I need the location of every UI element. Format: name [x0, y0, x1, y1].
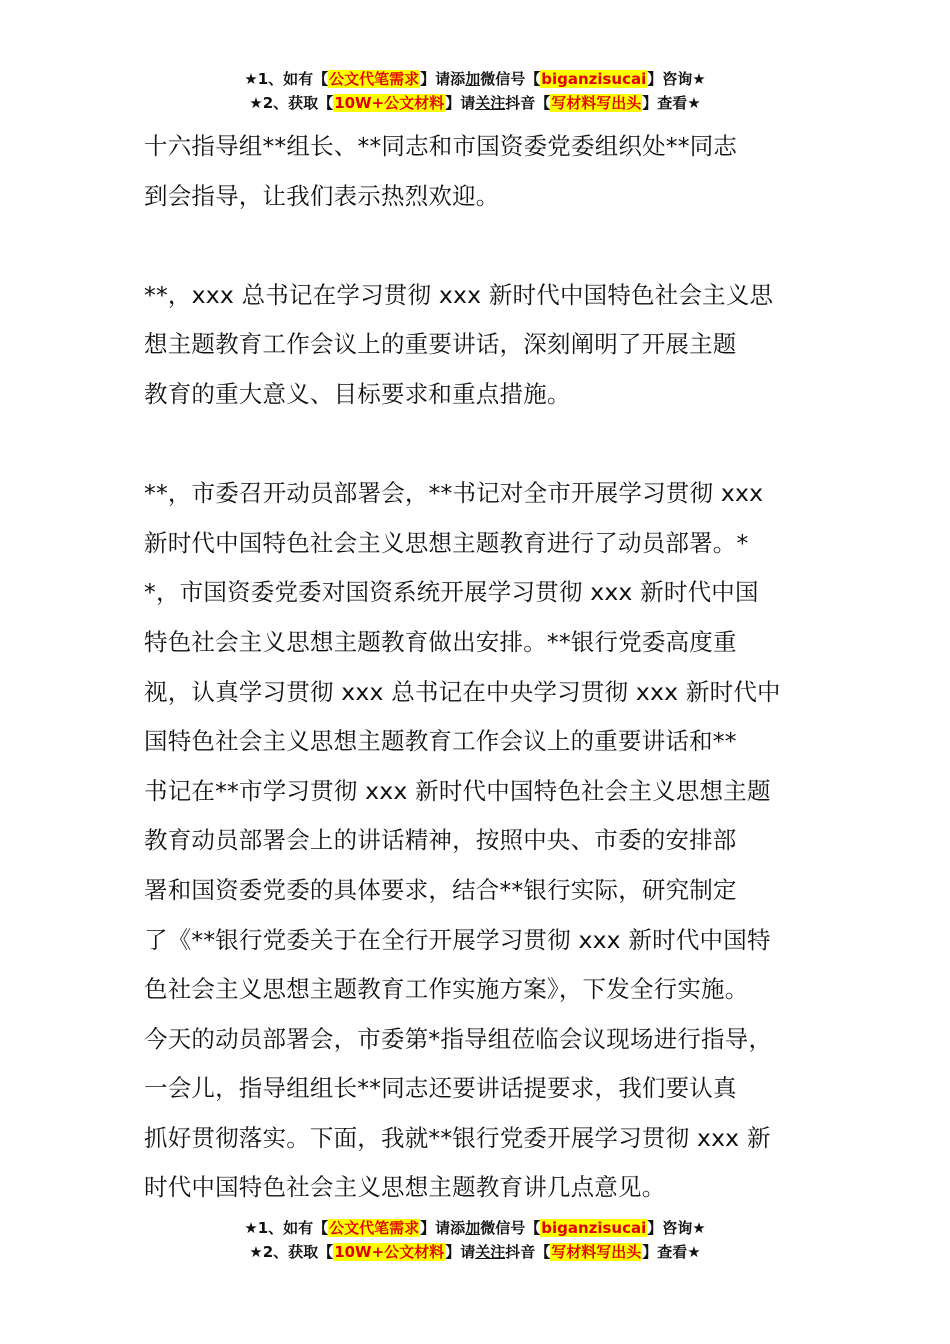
text-line: 想主题教育工作会议上的重要讲话，深刻阐明了开展主题 — [144, 330, 737, 359]
text-line: 一会儿，指导组组长**同志还要讲话提要求，我们要认真 — [144, 1074, 737, 1103]
highlight-text: 公文代笔需求 — [329, 1219, 420, 1237]
text-line: **，xxx 总书记在学习贯彻 xxx 新时代中国特色社会主义思 — [144, 280, 774, 309]
banner-line-1 — [0, 1216, 950, 1240]
text-line: 了《**银行党委关于在全行开展学习贯彻 xxx 新时代中国特 — [144, 925, 771, 954]
banner-text: 微信号【 — [480, 70, 541, 88]
highlight-text: biganzisucai — [541, 1219, 647, 1237]
banner-text: 抖音【 — [505, 94, 551, 112]
banner-text: 】咨询★ — [647, 1219, 706, 1237]
text-line: 书记在**市学习贯彻 xxx 新时代中国特色社会主义思想主题 — [144, 776, 771, 805]
banner-text: 】咨询★ — [647, 70, 706, 88]
paragraph-gap — [144, 221, 812, 271]
highlight-text: 公文代笔需求 — [329, 70, 420, 88]
highlight-text: biganzisucai — [541, 70, 647, 88]
text-line: 到会指导，让我们表示热烈欢迎。 — [144, 181, 500, 210]
text-line: 色社会主义思想主题教育工作实施方案》，下发全行实施。 — [144, 975, 749, 1004]
paragraph-2 — [144, 271, 812, 420]
paragraph-3 — [144, 469, 812, 1213]
highlight-text: 写材料写出头 — [551, 94, 642, 112]
underlined-text: 关注 — [475, 94, 506, 112]
text-line: *，市国资委党委对国资系统开展学习贯彻 xxx 新时代中国 — [144, 578, 759, 607]
paragraph-gap — [144, 420, 812, 470]
banner-text: 】查看★ — [642, 1243, 701, 1261]
document-body — [144, 122, 812, 1213]
banner-text: 】查看★ — [642, 94, 701, 112]
highlight-text: 10W+公文材料 — [334, 94, 445, 112]
footer-banner — [0, 1216, 950, 1264]
highlight-text: 写材料写出头 — [551, 1243, 642, 1261]
banner-text: 】请添 — [420, 1219, 466, 1237]
banner-text: 】请添 — [420, 70, 466, 88]
highlight-text: 10W+公文材料 — [334, 1243, 445, 1261]
banner-text: ★2、获取【 — [249, 94, 334, 112]
banner-text: 】请 — [445, 94, 476, 112]
text-line: 时代中国特色社会主义思想主题教育讲几点意见。 — [144, 1173, 666, 1202]
banner-line-1 — [0, 67, 950, 91]
underlined-text: 加 — [465, 70, 481, 88]
text-line: **，市委召开动员部署会，**书记对全市开展学习贯彻 xxx — [144, 479, 764, 508]
text-line: 视，认真学习贯彻 xxx 总书记在中央学习贯彻 xxx 新时代中 — [144, 677, 781, 706]
text-line: 十六指导组**组长、**同志和市国资委党委组织处**同志 — [144, 132, 738, 160]
text-line: 新时代中国特色社会主义思想主题教育进行了动员部署。* — [144, 528, 749, 557]
text-line: 教育动员部署会上的讲话精神，按照中央、市委的安排部 — [144, 826, 737, 855]
underlined-text: 加 — [465, 1219, 481, 1237]
banner-line-2 — [0, 1240, 950, 1264]
banner-text: 微信号【 — [480, 1219, 541, 1237]
banner-text: 抖音【 — [505, 1243, 551, 1261]
paragraph-1 — [144, 122, 812, 221]
banner-line-2 — [0, 91, 950, 115]
text-line: 教育的重大意义、目标要求和重点措施。 — [144, 379, 571, 408]
underlined-text: 关注 — [475, 1243, 506, 1261]
text-line: 抓好贯彻落实。下面，我就**银行党委开展学习贯彻 xxx 新 — [144, 1123, 771, 1152]
text-line: 今天的动员部署会，市委第*指导组莅临会议现场进行指导， — [144, 1024, 773, 1053]
text-line: 特色社会主义思想主题教育做出安排。**银行党委高度重 — [144, 627, 737, 656]
banner-text: ★1、如有【 — [244, 1219, 329, 1237]
banner-text: ★2、获取【 — [249, 1243, 334, 1261]
banner-text: ★1、如有【 — [244, 70, 329, 88]
text-line: 国特色社会主义思想主题教育工作会议上的重要讲话和** — [144, 727, 737, 756]
header-banner — [0, 67, 950, 115]
banner-text: 】请 — [445, 1243, 476, 1261]
text-line: 署和国资委党委的具体要求，结合**银行实际，研究制定 — [144, 875, 737, 904]
